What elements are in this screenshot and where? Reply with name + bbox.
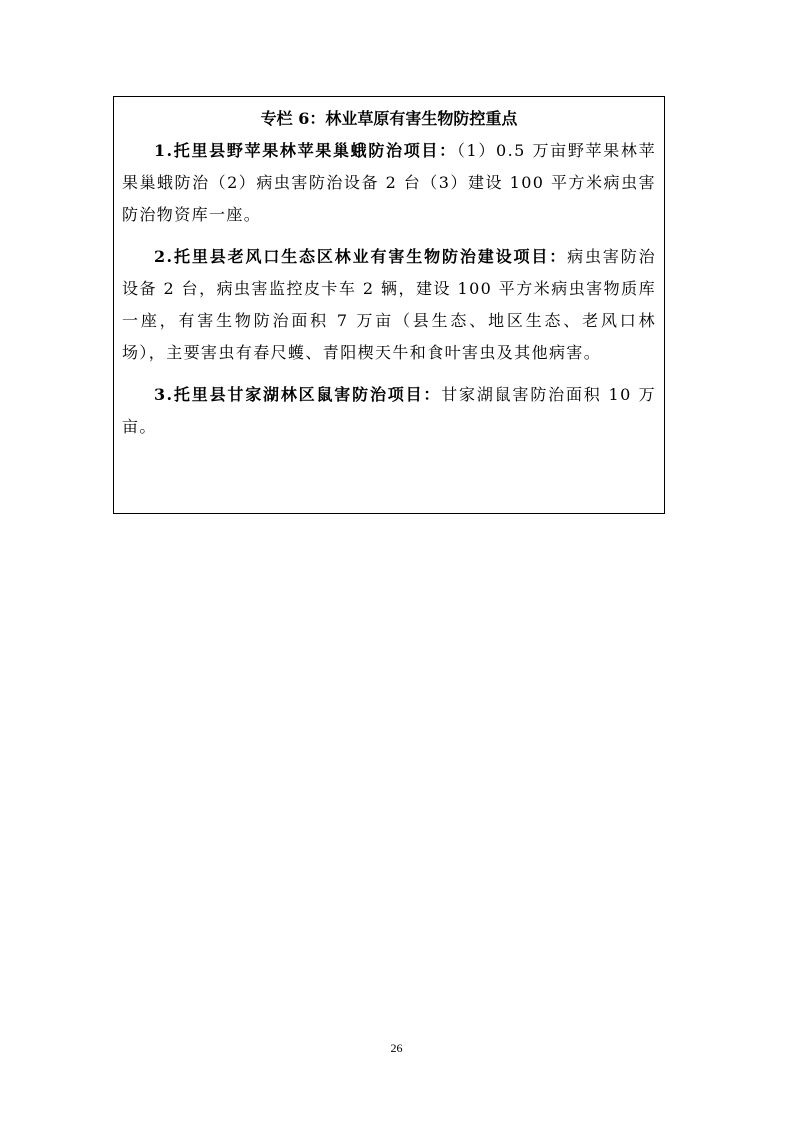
project-item-1 <box>122 135 656 231</box>
project-item-2-body: 病虫害防治设备 2 台，病虫害监控皮卡车 2 辆，建设 100 平方米病虫害物质库一座，有害生物防治面积 7 万亩（县生态、地区生态、老风口林场），主要害虫有春尺蠖、青阳楔天牛和食叶害虫及其他病害。 <box>122 247 656 362</box>
box-title: 专栏 6：林业草原有害生物防控重点 <box>260 109 518 128</box>
project-item-2-lead: 2.托里县老风口生态区林业有害生物防治建设项目： <box>154 247 568 266</box>
project-item-3-lead: 3.托里县甘家湖林区鼠害防治项目： <box>154 385 442 404</box>
column-box <box>113 96 665 514</box>
project-item-3-body: 甘家湖鼠害防治面积 10 万亩。 <box>122 385 656 436</box>
page-number: 26 <box>390 1041 403 1055</box>
project-item-2 <box>122 241 656 369</box>
project-item-1-lead: 1.托里县野苹果林苹果巢蛾防治项目： <box>154 141 457 160</box>
project-item-3 <box>122 379 656 443</box>
project-item-1-body: （1）0.5 万亩野苹果林苹果巢蛾防治（2）病虫害防治设备 2 台（3）建设 100 平方米病虫害防治物资库一座。 <box>122 141 657 224</box>
